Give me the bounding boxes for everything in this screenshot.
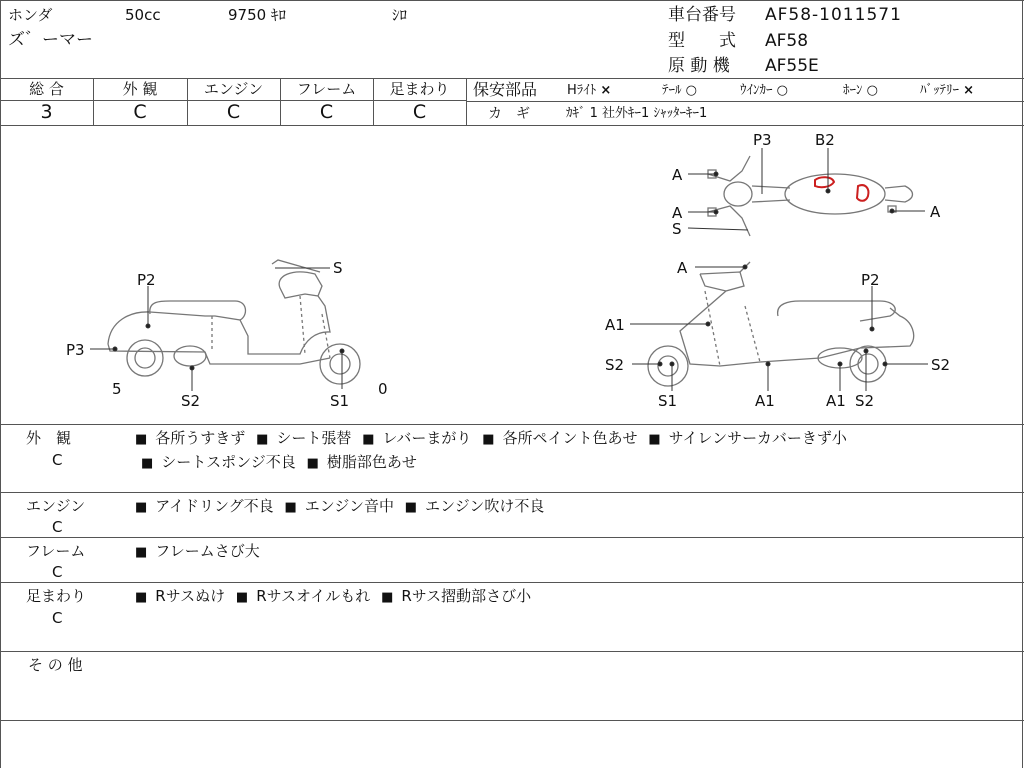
cond-item: ■ シート張替 [250, 429, 351, 447]
safety-parts-label: 保安部品 [473, 80, 538, 99]
cond-suspension-items [135, 585, 1005, 609]
maker-name: ホンダ [8, 6, 53, 24]
cond-exterior-label: 外 観 [26, 429, 72, 447]
grade-suspension-value: C [412, 101, 427, 123]
damage-mark [815, 177, 834, 187]
label-right-a1: A1 [605, 316, 625, 334]
grade-frame-label: フレーム [296, 80, 357, 98]
engine-model-label: 原 動 機 [668, 56, 730, 76]
label-left-s1: S1 [330, 392, 350, 410]
model-type-value: AF58 [765, 31, 809, 51]
label-left-p2: P2 [137, 271, 156, 289]
safety-taillight: ﾃｰﾙ ○ [662, 83, 697, 98]
label-left-s: S [333, 259, 343, 277]
safety-winker-mark: ○ [776, 83, 788, 98]
label-top-a-upper: A [672, 166, 683, 184]
grade-engine-label: エンジン [203, 80, 264, 98]
label-right-s2: S2 [605, 356, 625, 374]
cond-engine-items [135, 495, 1005, 519]
key-label: カ ギ [488, 106, 530, 122]
divider-engine [0, 537, 1024, 538]
label-top-a-rear: A [930, 203, 941, 221]
grade-engine-value: C [226, 101, 241, 123]
cond-item: ■ アイドリング不良 [135, 497, 274, 515]
grade-overall-value: 3 [40, 101, 53, 123]
label-right-a1-lower: A1 [826, 392, 846, 410]
outer-border-top [0, 0, 1024, 1]
label-right-s1: S1 [658, 392, 678, 410]
cond-other-label: そ の 他 [28, 656, 83, 674]
cond-frame-grade: C [52, 563, 63, 581]
grade-suspension-label: 足まわり [389, 80, 450, 98]
cond-item: ■ 各所ペイント色あせ [476, 429, 637, 447]
cond-frame-items [135, 540, 1005, 564]
scooter-top-view [708, 156, 913, 236]
label-left-0: 0 [378, 380, 388, 398]
cond-suspension-grade: C [52, 609, 63, 627]
model-name: ズ゛ーマー [8, 30, 93, 50]
damage-mark [857, 185, 868, 201]
model-type-label: 型 式 [668, 31, 736, 51]
grade-frame-value: C [319, 101, 334, 123]
label-right-s2-lower: S2 [855, 392, 875, 410]
safety-mid-line [466, 101, 1024, 102]
grade-exterior-value: C [133, 101, 147, 123]
safety-horn-mark: ○ [866, 83, 878, 98]
divider-header [0, 78, 1024, 79]
cond-item: ■ シートスポンジ不良 [135, 453, 296, 471]
cond-item: ■ Rサス摺動部さび小 [375, 587, 531, 605]
cond-item: ■ サイレンサーカバーきず小 [642, 429, 847, 447]
safety-winker: ｳｲﾝｶｰ ○ [740, 83, 788, 98]
safety-horn: ﾎｰﾝ ○ [843, 83, 878, 98]
safety-battery-mark: × [963, 83, 975, 98]
label-top-a-lower: A [672, 204, 683, 222]
cond-exterior-items [135, 427, 1005, 475]
cond-item: ■ 樹脂部色あせ [301, 453, 417, 471]
cond-item: ■ 各所うすきず [135, 429, 245, 447]
label-top-p3: P3 [753, 131, 772, 149]
label-top-b2: B2 [815, 131, 835, 149]
cond-item: ■ エンジン音中 [278, 497, 394, 515]
cond-frame-label: フレーム [26, 542, 86, 560]
divider-suspension [0, 651, 1024, 652]
scooter-diagram [0, 126, 1024, 424]
key-value: ｶｷﾞ 1 社外ｷｰ1 ｼｬｯﾀｰｷｰ1 [566, 106, 708, 121]
label-top-s: S [672, 220, 682, 238]
divider-other [0, 720, 1024, 721]
cond-item: ■ レバーまがり [356, 429, 471, 447]
cond-item: ■ エンジン吹け不良 [399, 497, 545, 515]
cond-suspension-label: 足まわり [26, 587, 87, 605]
grade-overall-label: 総 合 [29, 80, 64, 98]
engine-model-value: AF55E [765, 56, 819, 76]
label-right-p2: P2 [861, 271, 880, 289]
cond-exterior-grade: C [52, 451, 63, 469]
safety-taillight-mark: ○ [685, 83, 697, 98]
cond-item: ■ Rサスぬけ [135, 587, 225, 605]
displacement: 50cc [125, 6, 161, 24]
mileage: 9750 ｷﾛ [228, 6, 286, 24]
label-right-a: A [677, 259, 688, 277]
label-right-a1-body: A1 [755, 392, 775, 410]
label-left-p3: P3 [66, 341, 85, 359]
label-left-5: 5 [112, 380, 122, 398]
safety-battery: ﾊﾞｯﾃﾘｰ × [920, 83, 975, 98]
frame-number-value: AF58-1011571 [765, 5, 902, 25]
cond-item: ■ Rサスオイルもれ [230, 587, 370, 605]
grade-exterior-label: 外 観 [122, 80, 158, 98]
label-left-s2: S2 [181, 392, 201, 410]
divider-frame [0, 582, 1024, 583]
safety-headlight-mark: × [600, 83, 612, 98]
frame-number-label: 車台番号 [668, 5, 736, 25]
cond-engine-grade: C [52, 518, 63, 536]
cond-engine-label: エンジン [26, 497, 86, 515]
body-color: ｼﾛ [392, 6, 408, 24]
divider-exterior [0, 492, 1024, 493]
cond-item: ■ フレームさび大 [135, 542, 260, 560]
label-right-s2-rear: S2 [931, 356, 951, 374]
divider-diagram [0, 424, 1024, 425]
safety-headlight: Hﾗｲﾄ × [567, 83, 612, 98]
